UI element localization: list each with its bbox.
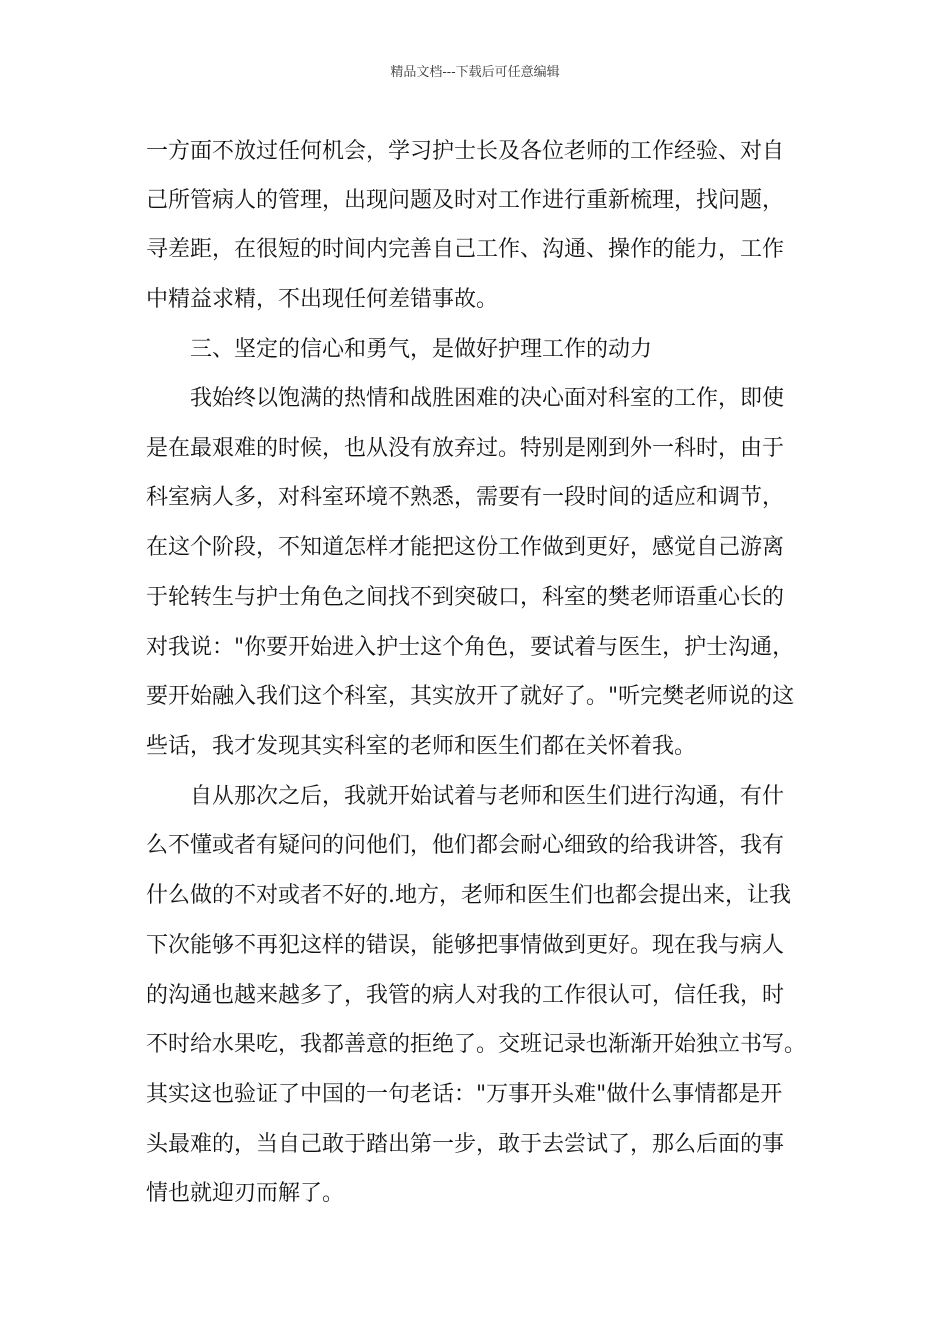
text-line: 对我说："你要开始进入护士这个角色，要试着与医生，护士沟通， bbox=[146, 635, 795, 660]
text-line: 自从那次之后，我就开始试着与老师和医生们进行沟通，有什 bbox=[190, 784, 785, 809]
text-line: 寻差距，在很短的时间内完善自己工作、沟通、操作的能力，工作 bbox=[146, 237, 785, 262]
text-line: 么不懂或者有疑问的问他们，他们都会耐心细致的给我讲答，我有 bbox=[146, 833, 785, 858]
text-line: 要开始融入我们这个科室，其实放开了就好了。"听完樊老师说的这 bbox=[146, 684, 795, 709]
text-line: 我始终以饱满的热情和战胜困难的决心面对科室的工作，即使 bbox=[190, 386, 785, 411]
section-heading: 三、坚定的信心和勇气，是做好护理工作的动力 bbox=[190, 337, 653, 362]
text-line: 中精益求精，不出现任何差错事故。 bbox=[146, 287, 499, 312]
text-line: 其实这也验证了中国的一句老话："万事开头难"做什么事情都是开 bbox=[146, 1082, 783, 1107]
text-line: 一方面不放过任何机会，学习护士长及各位老师的工作经验、对自 bbox=[146, 139, 785, 164]
text-line: 在这个阶段，不知道怎样才能把这份工作做到更好，感觉自己游离 bbox=[146, 535, 785, 560]
text-line: 头最难的，当自己敢于踏出第一步，敢于去尝试了，那么后面的事 bbox=[146, 1132, 785, 1157]
text-line: 什么做的不对或者不好的.地方，老师和医生们也都会提出来，让我 bbox=[146, 883, 791, 908]
text-line: 于轮转生与护士角色之间找不到突破口，科室的樊老师语重心长的 bbox=[146, 585, 785, 610]
text-line: 不时给水果吃，我都善意的拒绝了。交班记录也渐渐开始独立书写。 bbox=[146, 1032, 807, 1057]
text-line: 是在最艰难的时候，也从没有放弃过。特别是刚到外一科时，由于 bbox=[146, 436, 785, 461]
text-line: 己所管病人的管理，出现问题及时对工作进行重新梳理，找问题， bbox=[146, 188, 785, 213]
text-line: 的沟通也越来越多了，我管的病人对我的工作很认可，信任我，时 bbox=[146, 983, 785, 1008]
text-line: 下次能够不再犯这样的错误，能够把事情做到更好。现在我与病人 bbox=[146, 933, 785, 958]
text-line: 情也就迎刃而解了。 bbox=[146, 1181, 345, 1206]
text-line: 科室病人多，对科室环境不熟悉，需要有一段时间的适应和调节， bbox=[146, 485, 785, 510]
page-header: 精品文档---下载后可任意编辑 bbox=[390, 65, 560, 80]
text-line: 些话，我才发现其实科室的老师和医生们都在关怀着我。 bbox=[146, 734, 697, 759]
